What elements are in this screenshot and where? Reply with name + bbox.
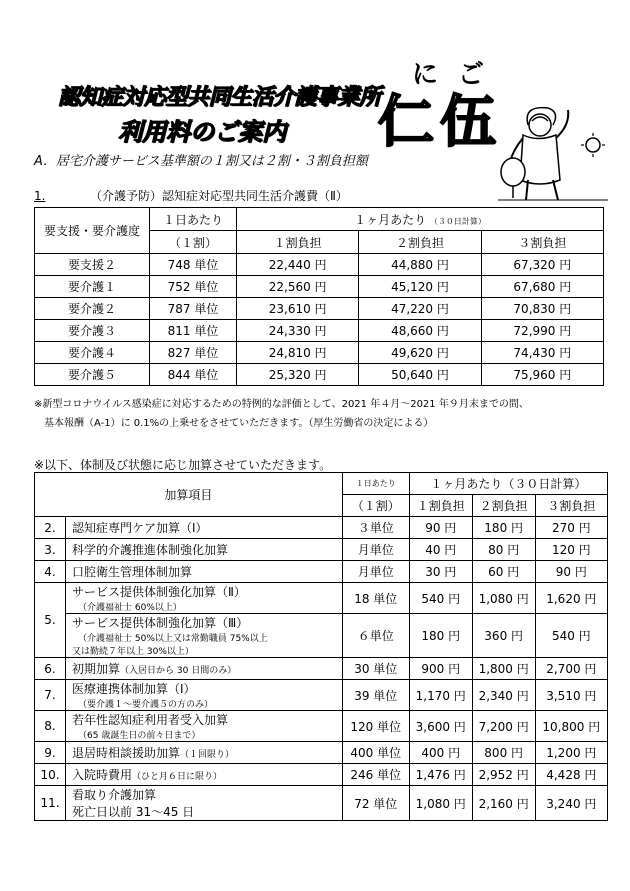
item-name: 若年性認知症利用者受入加算 (72, 713, 229, 727)
table-row (35, 680, 608, 711)
item-name: 医療連携体制加算（Ⅰ） (72, 682, 196, 696)
cell-name (66, 680, 343, 711)
item-sub: （65 歳誕生日の前々日まで） (78, 731, 201, 741)
cell-level: 要介護２ (35, 298, 150, 320)
cell-no: 3. (35, 539, 66, 561)
table-row (35, 276, 604, 298)
cell-r1: 24,810 円 (237, 342, 359, 364)
item-note: （入居日から 30 日間のみ） (120, 666, 237, 676)
cell-r3: 120 円 (535, 539, 607, 561)
col-1: １割負担 (237, 231, 359, 254)
cell-r1: 30 円 (409, 561, 472, 583)
cell-r1: 400 円 (409, 742, 472, 764)
cell-name (66, 517, 343, 539)
col-daily: １日あたり (342, 473, 409, 495)
item-name: 初期加算 (72, 662, 121, 676)
cell-r2: 44,880 円 (359, 254, 481, 276)
cell-level: 要支援２ (35, 254, 150, 276)
cell-r2: 1,800 円 (472, 658, 535, 680)
cell-r3: 67,320 円 (481, 254, 603, 276)
col-level: 要支援・要介護度 (35, 208, 150, 254)
cell-no: 10. (35, 764, 66, 786)
cell-r3: 540 円 (535, 614, 607, 658)
cell-no: 11. (35, 786, 66, 821)
section1-title: （介護予防）認知症対応型共同生活介護費（Ⅱ） (90, 189, 348, 203)
note-line2: 基本報酬（A-1）に 0.1%の上乗せをさせていただきます。（厚生労働省の決定による） (44, 418, 434, 429)
cell-r2: 2,160 円 (472, 786, 535, 821)
cell-r2: 1,080 円 (472, 583, 535, 614)
cell-r1: 24,330 円 (237, 320, 359, 342)
title-line1: 認知症対応型共同生活介護事業所 (58, 85, 381, 110)
cell-r1: 25,320 円 (237, 364, 359, 386)
cell-daily: 752 単位 (150, 276, 237, 298)
cell-no: 8. (35, 711, 66, 742)
cell-r3: 3,510 円 (535, 680, 607, 711)
cell-r3: 90 円 (535, 561, 607, 583)
cell-r2: 49,620 円 (359, 342, 481, 364)
table-row (35, 539, 608, 561)
section1-heading (34, 187, 348, 204)
item-name: 科学的介護推進体制強化加算 (72, 543, 229, 557)
cell-daily: 787 単位 (150, 298, 237, 320)
cell-r3: 270 円 (535, 517, 607, 539)
cell-r3: 67,680 円 (481, 276, 603, 298)
col-ratio: （１割） (150, 231, 237, 254)
cell-name (66, 711, 343, 742)
cell-daily: 748 単位 (150, 254, 237, 276)
col-3: ３割負担 (481, 231, 603, 254)
col-monthly-note: （３０日計算） (429, 216, 486, 226)
col-monthly (237, 208, 604, 231)
table-row (35, 364, 604, 386)
cell-daily: 844 単位 (150, 364, 237, 386)
cell-name (66, 658, 343, 680)
table-row (35, 254, 604, 276)
subtitle: A．居宅介護サービス基準額の１割又は２割・３割負担額 (34, 154, 368, 169)
mascot-illustration (498, 100, 608, 210)
cell-daily: 月単位 (342, 539, 409, 561)
cell-r2: 45,120 円 (359, 276, 481, 298)
cell-r3: 72,990 円 (481, 320, 603, 342)
cell-r1: 3,600 円 (409, 711, 472, 742)
item-name: 退居時相談援助加算 (72, 746, 181, 760)
cell-r1: 22,440 円 (237, 254, 359, 276)
cell-level: 要介護１ (35, 276, 150, 298)
cell-daily: 827 単位 (150, 342, 237, 364)
cell-no: 9. (35, 742, 66, 764)
cell-daily: 月単位 (342, 561, 409, 583)
cell-r3: 2,700 円 (535, 658, 607, 680)
cell-r2: 2,340 円 (472, 680, 535, 711)
cell-r3: 1,620 円 (535, 583, 607, 614)
cell-daily: ３単位 (342, 517, 409, 539)
table-row (35, 658, 608, 680)
item-name: サービス提供体制強化加算（Ⅱ） (72, 585, 246, 599)
col-monthly-label: １ヶ月あたり (354, 212, 427, 227)
table-row (35, 517, 608, 539)
cell-no: 7. (35, 680, 66, 711)
col-ratio: （１割） (342, 495, 409, 517)
col-3: ３割負担 (535, 495, 607, 517)
item-name: 認知症専門ケア加算（Ⅰ） (72, 521, 208, 535)
cell-r2: 2,952 円 (472, 764, 535, 786)
cell-r2: 7,200 円 (472, 711, 535, 742)
item-name: サービス提供体制強化加算（Ⅲ） (72, 616, 249, 630)
cell-r1: 1,080 円 (409, 786, 472, 821)
cell-level: 要介護３ (35, 320, 150, 342)
table-row (35, 711, 608, 742)
cell-r1: 1,170 円 (409, 680, 472, 711)
cell-r1: 90 円 (409, 517, 472, 539)
item-name: 口腔衛生管理体制加算 (72, 565, 193, 579)
item-sub: （介護福祉士 60%以上） (78, 603, 182, 613)
cell-r2: 48,660 円 (359, 320, 481, 342)
cell-no: 6. (35, 658, 66, 680)
cell-r3: 3,240 円 (535, 786, 607, 821)
note-line1: ※新型コロナウイルス感染症に対応するための特例的な評価として、2021 年４月～2021 年９月末までの間、 (34, 399, 529, 410)
title-line2: 利用料のご案内 (118, 118, 286, 146)
cell-r1: 540 円 (409, 583, 472, 614)
cell-r3: 10,800 円 (535, 711, 607, 742)
cell-r1: 22,560 円 (237, 276, 359, 298)
cell-daily: 18 単位 (342, 583, 409, 614)
facility-name: 仁伍 (378, 90, 502, 155)
cell-name (66, 561, 343, 583)
item-name: 看取り介護加算 (72, 788, 157, 802)
cell-name (66, 764, 343, 786)
cell-daily: 39 単位 (342, 680, 409, 711)
cell-no: 4. (35, 561, 66, 583)
cell-name (66, 539, 343, 561)
cell-r2: 60 円 (472, 561, 535, 583)
col-daily: １日あたり (150, 208, 237, 231)
additional-fee-table (34, 472, 608, 821)
table-row (35, 583, 608, 614)
facility-furigana: にご (412, 60, 505, 90)
cell-level: 要介護５ (35, 364, 150, 386)
col-1: １割負担 (409, 495, 472, 517)
cell-name (66, 614, 343, 658)
table-row (35, 298, 604, 320)
section2-intro: ※以下、体制及び状態に応じ加算させていただきます。 (34, 458, 332, 472)
cell-no: 5. (35, 583, 66, 658)
table-row (35, 320, 604, 342)
cell-daily: 400 単位 (342, 742, 409, 764)
table-row (35, 561, 608, 583)
section1-number: 1. (34, 189, 46, 203)
table-row (35, 742, 608, 764)
covid-note (34, 395, 529, 433)
col-2: ２割負担 (472, 495, 535, 517)
cell-r3: 4,428 円 (535, 764, 607, 786)
cell-r3: 1,200 円 (535, 742, 607, 764)
cell-daily: 811 単位 (150, 320, 237, 342)
cell-r3: 75,960 円 (481, 364, 603, 386)
cell-daily: 120 単位 (342, 711, 409, 742)
item-note: （１回限り） (180, 750, 235, 760)
cell-no: 2. (35, 517, 66, 539)
cell-r2: 180 円 (472, 517, 535, 539)
cell-r2: 47,220 円 (359, 298, 481, 320)
base-fee-table (34, 207, 604, 386)
cell-daily: 72 単位 (342, 786, 409, 821)
table-row (35, 764, 608, 786)
table-row (35, 342, 604, 364)
cell-r1: 180 円 (409, 614, 472, 658)
col-2: ２割負担 (359, 231, 481, 254)
cell-r3: 74,430 円 (481, 342, 603, 364)
cell-r3: 70,830 円 (481, 298, 603, 320)
item-note: （ひと月６日に限り） (132, 772, 223, 782)
table-row (35, 786, 608, 821)
cell-name (66, 583, 343, 614)
cell-level: 要介護４ (35, 342, 150, 364)
item-sub-big: 死亡日以前 31～45 日 (72, 805, 195, 819)
cell-name (66, 786, 343, 821)
cell-r2: 800 円 (472, 742, 535, 764)
cell-r1: 1,476 円 (409, 764, 472, 786)
cell-daily: ６単位 (342, 614, 409, 658)
table-row (35, 614, 608, 658)
cell-r1: 900 円 (409, 658, 472, 680)
cell-r2: 50,640 円 (359, 364, 481, 386)
item-sub2: 又は勤続７年以上 30%以上） (72, 647, 194, 657)
col-item: 加算項目 (35, 473, 343, 517)
item-name: 入院時費用 (72, 768, 133, 782)
item-sub: （介護福祉士 50%以上又は常勤職員 75%以上 (78, 634, 268, 644)
cell-r1: 40 円 (409, 539, 472, 561)
col-monthly: １ヶ月あたり（３０日計算） (409, 473, 607, 495)
item-sub: （要介護１～要介護５の方のみ） (78, 700, 214, 710)
cell-r1: 23,610 円 (237, 298, 359, 320)
cell-name (66, 742, 343, 764)
cell-daily: 246 単位 (342, 764, 409, 786)
cell-r2: 80 円 (472, 539, 535, 561)
cell-daily: 30 単位 (342, 658, 409, 680)
cell-r2: 360 円 (472, 614, 535, 658)
